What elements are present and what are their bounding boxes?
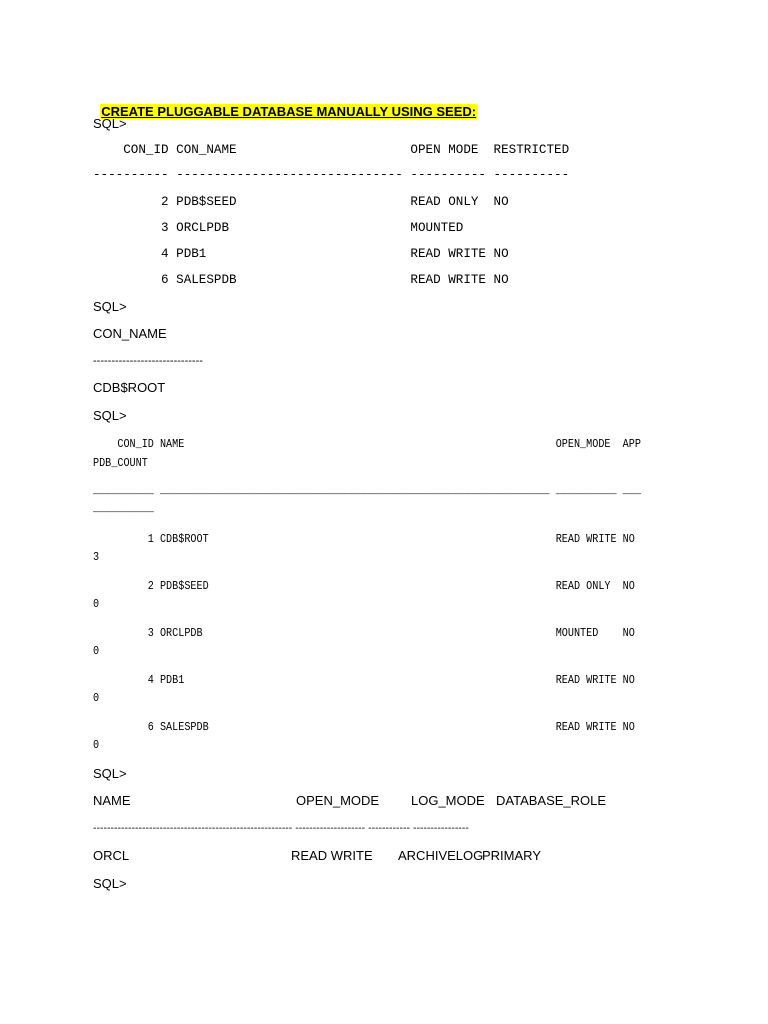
- table2-rule: __________ ________________________________________________________________ __________ ___: [93, 483, 641, 497]
- table-row: 1 CDB$ROOT READ WRITE NO: [93, 532, 635, 546]
- table-row-wrap: 0: [93, 738, 100, 752]
- sql-prompt: SQL>: [93, 299, 127, 314]
- table-row-wrap: 0: [93, 691, 100, 705]
- table-row: 4 PDB1 READ WRITE NO: [93, 673, 635, 687]
- table3-value-database-role: PRIMARY: [482, 848, 541, 863]
- table-row: 2 PDB$SEED READ ONLY NO: [93, 579, 635, 593]
- table2-header: CON_ID NAME OPEN_MODE APP: [93, 437, 641, 451]
- con-name-header: CON_NAME: [93, 326, 167, 341]
- table-row: 4 PDB1 READ WRITE NO: [93, 247, 509, 261]
- table3-header-log-mode: LOG_MODE: [411, 793, 485, 808]
- table-row: 6 SALESPDB READ WRITE NO: [93, 273, 509, 287]
- page-title: [93, 88, 477, 120]
- table-row: 2 PDB$SEED READ ONLY NO: [93, 195, 509, 209]
- sql-prompt: SQL>: [93, 116, 127, 131]
- table3-header-database-role: DATABASE_ROLE: [496, 793, 607, 808]
- table3-value-log-mode: ARCHIVELOG: [398, 848, 484, 863]
- table1-rule: ---------- ------------------------------ ---------- ----------: [93, 168, 570, 182]
- table3-value-open-mode: READ WRITE: [291, 848, 373, 863]
- sql-prompt: SQL>: [93, 766, 127, 781]
- table-row-wrap: 0: [93, 644, 100, 658]
- table-row-wrap: 0: [93, 597, 100, 611]
- con-name-rule: ------------------------------: [93, 355, 203, 367]
- con-name-value: CDB$ROOT: [93, 380, 166, 395]
- sql-prompt: SQL>: [93, 408, 127, 423]
- table3-header-open-mode: OPEN_MODE: [296, 793, 380, 808]
- table3-header-name: NAME: [93, 793, 131, 808]
- table3-value-name: ORCL: [93, 848, 130, 863]
- table-row-wrap: 3: [93, 550, 100, 564]
- table2-header-wrap: PDB_COUNT: [93, 456, 148, 470]
- heading-text: CREATE PLUGGABLE DATABASE MANUALLY USING SEED:: [101, 104, 477, 119]
- sql-prompt: SQL>: [93, 876, 127, 891]
- table2-rule-wrap: __________: [93, 501, 154, 515]
- table-row: 3 ORCLPDB MOUNTED: [93, 221, 464, 235]
- table1-header: CON_ID CON_NAME OPEN MODE RESTRICTED: [93, 143, 570, 157]
- table-row: 6 SALESPDB READ WRITE NO: [93, 720, 635, 734]
- table-row: 3 ORCLPDB MOUNTED NO: [93, 626, 635, 640]
- table3-rule: --------------------------------------------------------- -------------------- ------------ ----------------: [93, 822, 469, 834]
